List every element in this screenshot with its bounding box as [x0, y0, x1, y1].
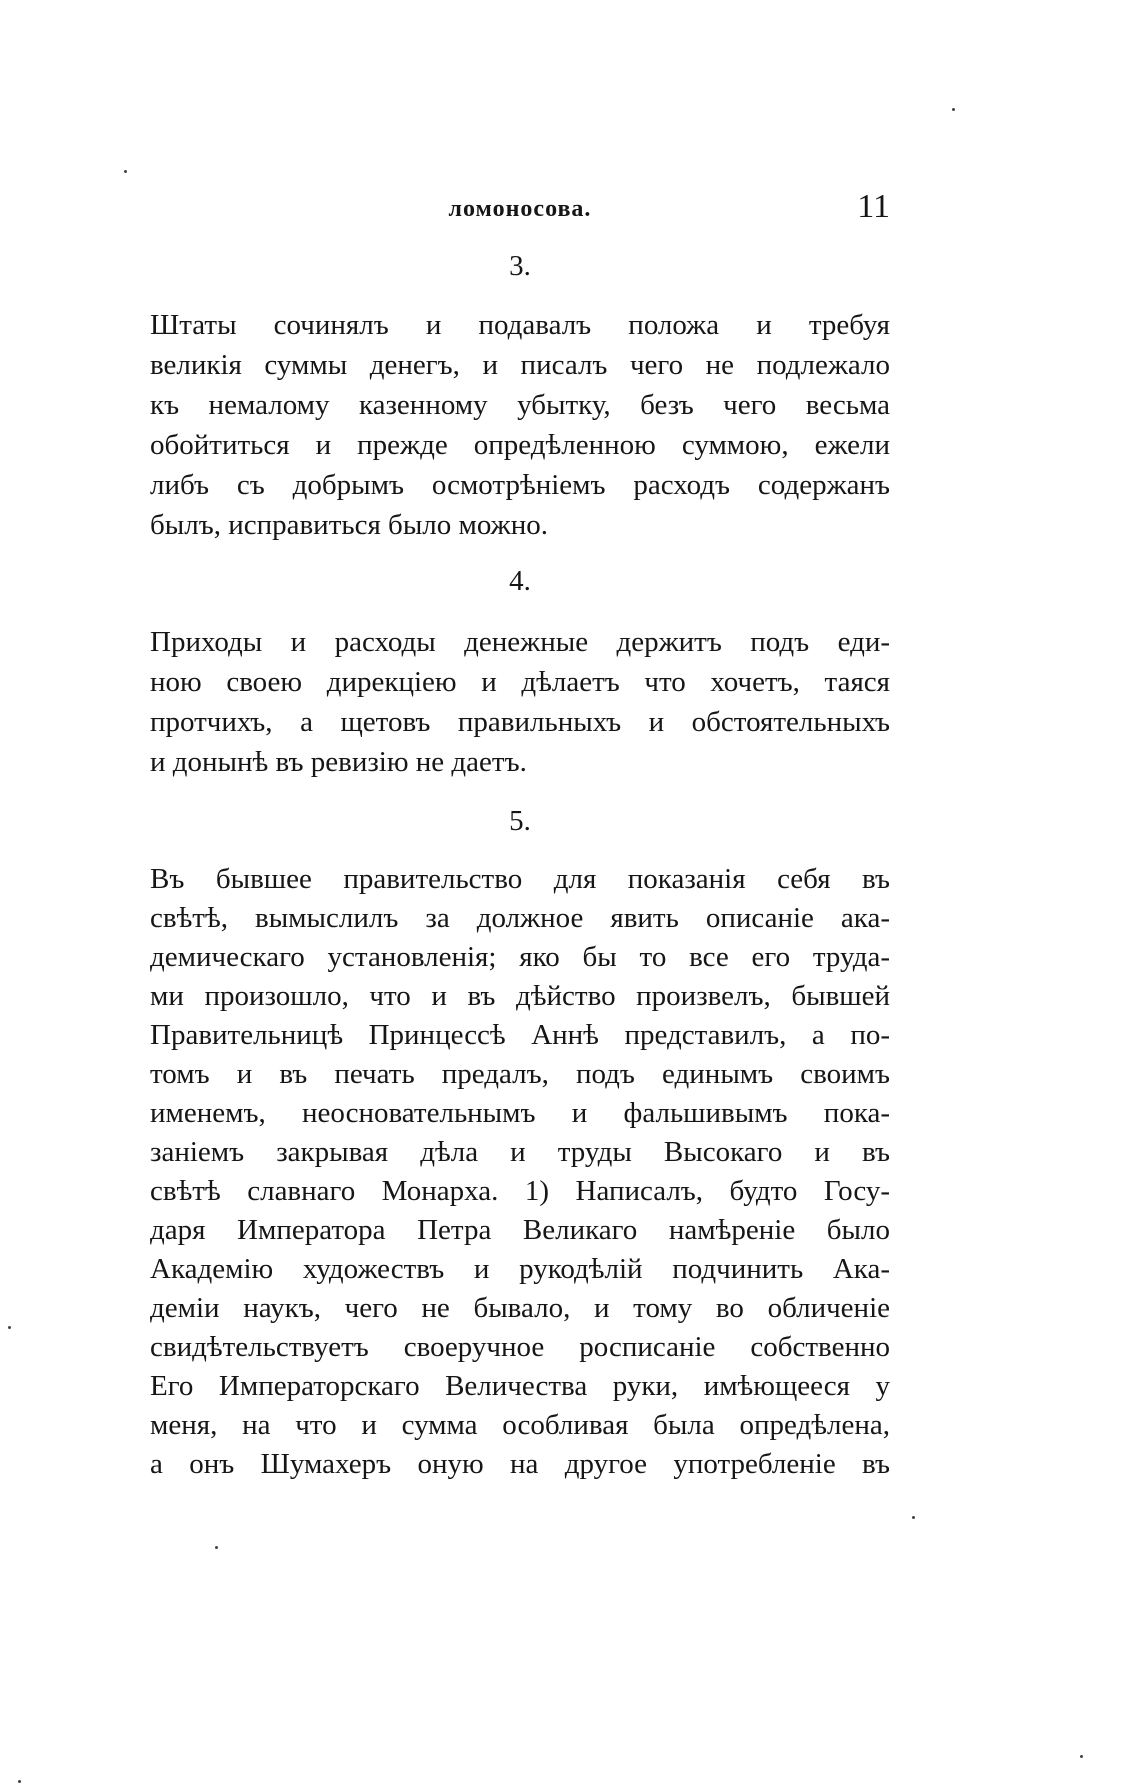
text-line: Его Императорскаго Величества руки, имѣющееся у: [150, 1370, 890, 1402]
text-line: протчихъ, а щетовъ правильныхъ и обстоятельныхъ: [150, 706, 890, 738]
section-number: 4.: [509, 565, 531, 597]
text-line: а онъ Шумахеръ оную на другое употребленіе въ: [150, 1448, 890, 1480]
text-line: Въ бывшее правительство для показанія себя въ: [150, 863, 890, 895]
section-paragraph: [150, 860, 890, 1484]
text-line: Правительницѣ Принцессѣ Аннѣ представилъ, а по-: [150, 1019, 890, 1051]
text-line: ми произошло, что и въ дѣйство произвелъ, бывшей: [150, 980, 890, 1012]
text-line: великія суммы денегъ, и писалъ чего не подлежало: [150, 349, 890, 381]
section-number: 5.: [509, 805, 531, 837]
text-line: былъ, исправиться было можно.: [150, 509, 548, 541]
text-line: Приходы и расходы денежные держитъ подъ еди-: [150, 626, 890, 658]
text-line: даря Императора Петра Великаго намѣреніе было: [150, 1214, 890, 1246]
text-line: свѣтѣ, вымыслилъ за должное явить описаніе ака-: [150, 902, 890, 934]
text-line: свидѣтельствуетъ своеручное росписаніе собственно: [150, 1331, 890, 1363]
text-line: деміи наукъ, чего не бывало, и тому во обличеніе: [150, 1292, 890, 1324]
text-line: Академію художествъ и рукодѣлій подчинить Ака-: [150, 1253, 890, 1285]
scan-speck: [952, 108, 955, 111]
scan-speck: [1080, 1755, 1083, 1758]
text-line: либъ съ добрымъ осмотрѣніемъ расходъ содержанъ: [150, 469, 890, 501]
scan-speck: [124, 170, 127, 173]
scan-speck: [912, 1516, 915, 1519]
running-title: ломоносова.: [448, 196, 592, 222]
text-line: ною своею дирекціею и дѣлаетъ что хочетъ, таяся: [150, 666, 890, 698]
page-header: [150, 188, 890, 236]
text-line: обойтиться и прежде опредѣленною суммою, ежели: [150, 429, 890, 461]
text-line: къ немалому казенному убытку, безъ чего весьма: [150, 389, 890, 421]
text-line: свѣтѣ славнаго Монарха. 1) Написалъ, будто Госу-: [150, 1175, 890, 1207]
scan-speck: [215, 1546, 218, 1549]
text-line: демическаго установленія; яко бы то все его труда-: [150, 941, 890, 973]
text-line: меня, на что и сумма особливая была опредѣлена,: [150, 1409, 890, 1441]
text-line: заніемъ закрывая дѣла и труды Высокаго и въ: [150, 1136, 890, 1168]
page-number: 11: [857, 188, 890, 225]
text-line: и донынѣ въ ревизію не даетъ.: [150, 746, 527, 778]
section-number: 3.: [509, 250, 531, 282]
text-line: Штаты сочинялъ и подавалъ положа и требуя: [150, 309, 890, 341]
scan-speck: [18, 1780, 21, 1783]
section-paragraph: [150, 305, 890, 545]
scan-speck: [8, 1326, 11, 1329]
section-paragraph: [150, 622, 890, 782]
text-line: томъ и въ печать предалъ, подъ единымъ своимъ: [150, 1058, 890, 1090]
text-line: именемъ, неосновательнымъ и фальшивымъ пока-: [150, 1097, 890, 1129]
